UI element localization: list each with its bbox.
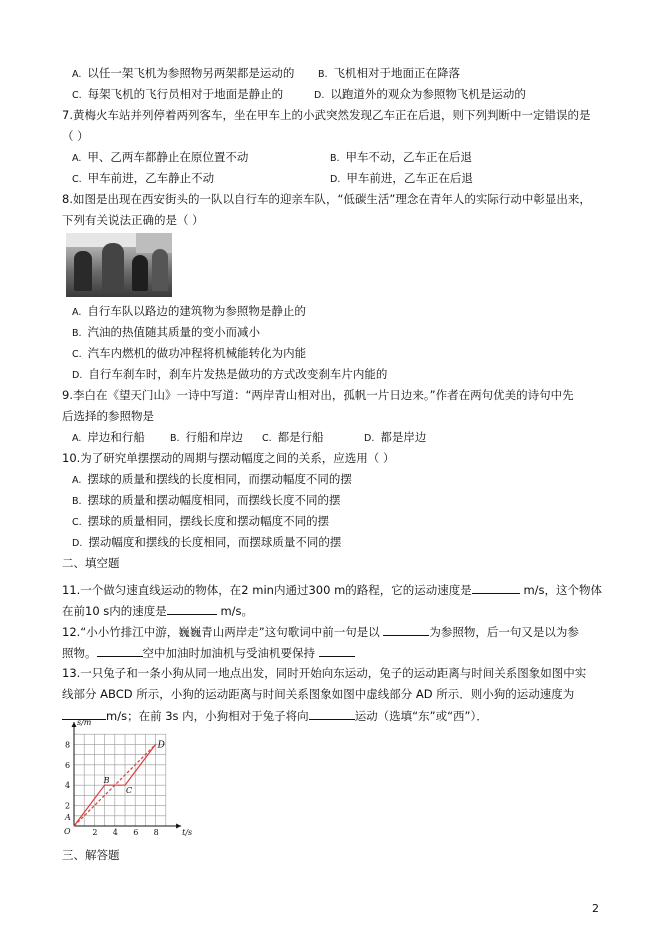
q7-option-d: D. 甲车前进，乙车正在后退 xyxy=(330,171,473,185)
q10-option-b: B. 摆球的质量和摆动幅度相同，而摆线长度不同的摆 xyxy=(72,493,341,507)
q13-blank-direction xyxy=(309,708,355,720)
q7-stem-line1: 7.黄梅火车站并列停着两列客车，坐在甲车上的小武突然发现乙车正在后退，则下列判断中一定错误的是 xyxy=(62,108,591,122)
x-tick-label: 8 xyxy=(153,828,159,837)
q8-option-d: D. 自行车刹车时，刹车片发热是做功的方式改变刹车片内能的 xyxy=(72,367,388,381)
q11-line1: 11.一个做匀速直线运动的物体，在2 min内通过300 m的路程，它的运动速度是 m/s，这个物体 xyxy=(62,583,603,597)
q6-option-b: B. 飞机相对于地面正在降落 xyxy=(318,66,461,80)
y-tick-label: 4 xyxy=(65,781,71,791)
q6-option-d: D. 以跑道外的观众为参照物飞机是运动的 xyxy=(314,87,526,101)
bicycle-wedding-photo xyxy=(66,233,172,297)
q12-line1: 12.“小小竹排江中游，巍巍青山两岸走”这句歌词中前一句是以 为参照物，后一句又是以为参 xyxy=(62,625,579,639)
q8-option-a: A. 自行车队以路边的建筑物为参照物是静止的 xyxy=(72,304,306,318)
q6-option-c: C. 每架飞机的飞行员相对于地面是静止的 xyxy=(72,87,284,101)
point-b-label: B xyxy=(103,776,110,786)
q12-blank-2 xyxy=(97,645,143,657)
q6-option-a: A. 以任一架飞机为参照物另两架都是运动的 xyxy=(72,66,295,80)
q11-blank-speed2 xyxy=(167,603,217,615)
q11-blank-speed xyxy=(472,582,520,594)
q9-stem-line1: 9.李白在《望天门山》一诗中写道：“两岸青山相对出，孤帆一片日边来。”作者在两句优美的诗句中先 xyxy=(62,388,574,402)
origin-label: O xyxy=(64,827,71,836)
q9-option-b: B. 行船和岸边 xyxy=(170,430,244,444)
q13-line3: m/s；在前 3s 内，小狗相对于兔子将向 运动（选填“东”或“西”）． xyxy=(62,708,488,724)
page-number: 2 xyxy=(592,902,599,915)
q12-blank-1 xyxy=(383,624,429,636)
q8-option-c: C. 汽车内燃机的做功冲程将机械能转化为内能 xyxy=(72,346,307,360)
q13-line1: 13.一只兔子和一条小狗从同一地点出发，同时开始向东运动，兔子的运动距离与时间关系图象如图中实 xyxy=(62,666,587,680)
y-tick-label: 2 xyxy=(65,801,71,811)
section-heading-fill-in: 二、填空题 xyxy=(62,556,120,570)
x-axis-label: t/s xyxy=(182,828,193,837)
x-tick-label: 2 xyxy=(92,828,98,837)
point-a-label: A xyxy=(65,812,71,822)
y-tick-label: 8 xyxy=(65,740,71,750)
y-tick-label: 6 xyxy=(65,760,71,770)
y-axis-label: s/m xyxy=(77,718,92,727)
q8-option-b: B. 汽油的热值随其质量的变小而减小 xyxy=(72,325,261,339)
q7-option-a: A. 甲、乙两车都静止在原位置不动 xyxy=(72,150,249,164)
q10-option-d: D. 摆动幅度和摆线的长度相同，而摆球质量不同的摆 xyxy=(72,535,342,549)
q7-option-c: C. 甲车前进，乙车静止不动 xyxy=(72,171,215,185)
point-c-label: C xyxy=(126,786,133,796)
q12-blank-3 xyxy=(319,645,355,657)
q7-stem-line2: （ ） xyxy=(62,129,89,143)
q8-stem-line2: 下列有关说法正确的是（ ） xyxy=(62,213,204,227)
section-heading-answer: 三、解答题 xyxy=(62,848,120,862)
q13-line2: 线部分 ABCD 所示，小狗的运动距离与时间关系图象如图中虚线部分 AD 所示．则小狗的运动速度为 xyxy=(62,687,575,701)
q7-option-b: B. 甲车不动，乙车正在后退 xyxy=(330,150,473,164)
q9-option-c: C. 都是行船 xyxy=(262,430,324,444)
q10-option-a: A. 摆球的质量和摆线的长度相同，而摆动幅度不同的摆 xyxy=(72,472,352,486)
graph-labels xyxy=(64,718,192,837)
point-d-label: D xyxy=(157,740,165,751)
x-tick-label: 6 xyxy=(133,828,139,837)
q9-stem-line2: 后选择的参照物是 xyxy=(62,409,154,423)
q9-option-a: A. 岸边和行船 xyxy=(72,430,145,444)
q10-stem: 10.为了研究单摆摆动的周期与摆动幅度之间的关系，应选用（ ） xyxy=(62,451,395,465)
q11-line2: 在前10 s内的速度是 m/s。 xyxy=(62,604,254,618)
q10-option-c: C. 摆球的质量相同，摆线长度和摆动幅度不同的摆 xyxy=(72,514,330,528)
distance-time-graph xyxy=(62,718,193,840)
x-axis-arrow xyxy=(176,824,181,829)
x-tick-label: 4 xyxy=(112,828,118,837)
q12-line2: 照物。 空中加油时加油机与受油机要保持 xyxy=(62,645,355,661)
q8-stem-line1: 8.如图是出现在西安街头的一队以自行车的迎亲车队，“低碳生活”理念在青年人的实际行动中彰显出来， xyxy=(62,192,591,206)
q9-option-d: D. 都是岸边 xyxy=(364,430,427,444)
